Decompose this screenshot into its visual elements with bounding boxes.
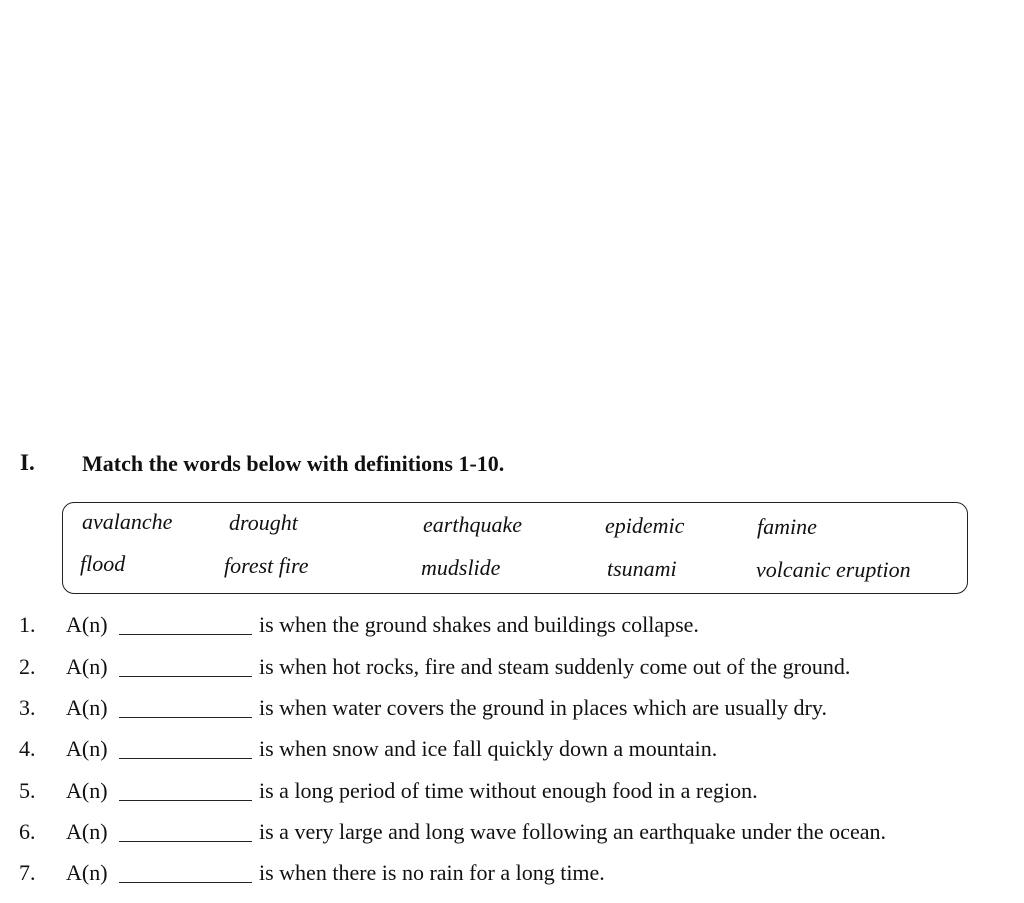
- word-bank-item: avalanche: [82, 509, 173, 534]
- item-definition: is when water covers the ground in places which are usually dry.: [259, 695, 827, 720]
- definition-item-6: [0, 819, 1024, 857]
- word-bank-item: tsunami: [607, 556, 677, 581]
- answer-blank[interactable]: [119, 634, 252, 635]
- item-definition: is when hot rocks, fire and steam suddenly come out of the ground.: [259, 654, 851, 679]
- definition-item-5: [0, 778, 1024, 816]
- definition-item-1: [0, 612, 1024, 650]
- answer-blank[interactable]: [119, 717, 252, 718]
- item-prefix: A(n): [66, 736, 108, 761]
- definition-item-3: [0, 695, 1024, 733]
- item-number: 7.: [19, 860, 36, 885]
- item-definition: is when snow and ice fall quickly down a mountain.: [259, 736, 718, 761]
- word-bank-item: mudslide: [421, 555, 501, 580]
- word-bank-item: famine: [757, 514, 817, 539]
- item-prefix: A(n): [66, 819, 108, 844]
- item-prefix: A(n): [66, 612, 108, 637]
- item-number: 5.: [19, 778, 36, 803]
- item-number: 6.: [19, 819, 36, 844]
- item-definition: is a very large and long wave following an earthquake under the ocean.: [259, 819, 886, 844]
- answer-blank[interactable]: [119, 758, 252, 759]
- word-bank-box: [62, 502, 968, 594]
- item-prefix: A(n): [66, 860, 108, 885]
- word-bank-item: earthquake: [423, 512, 522, 537]
- item-definition: is a long period of time without enough food in a region.: [259, 778, 758, 803]
- item-number: 2.: [19, 654, 36, 679]
- answer-blank[interactable]: [119, 882, 252, 883]
- definition-item-4: [0, 736, 1024, 774]
- definition-item-7: [0, 860, 1024, 898]
- item-number: 1.: [19, 612, 36, 637]
- item-prefix: A(n): [66, 654, 108, 679]
- answer-blank[interactable]: [119, 800, 252, 801]
- word-bank-item: forest fire: [224, 553, 309, 578]
- answer-blank[interactable]: [119, 841, 252, 842]
- section-numeral: I.: [20, 450, 35, 475]
- definition-item-2: [0, 654, 1024, 692]
- item-definition: is when the ground shakes and buildings collapse.: [259, 612, 699, 637]
- item-number: 4.: [19, 736, 36, 761]
- exercise-instruction: Match the words below with definitions 1-10.: [82, 451, 505, 476]
- item-number: 3.: [19, 695, 36, 720]
- word-bank-item: drought: [229, 510, 298, 535]
- item-prefix: A(n): [66, 695, 108, 720]
- word-bank-item: volcanic eruption: [756, 557, 911, 582]
- item-definition: is when there is no rain for a long time.: [259, 860, 605, 885]
- answer-blank[interactable]: [119, 676, 252, 677]
- word-bank-item: epidemic: [605, 513, 685, 538]
- word-bank-item: flood: [80, 551, 126, 576]
- item-prefix: A(n): [66, 778, 108, 803]
